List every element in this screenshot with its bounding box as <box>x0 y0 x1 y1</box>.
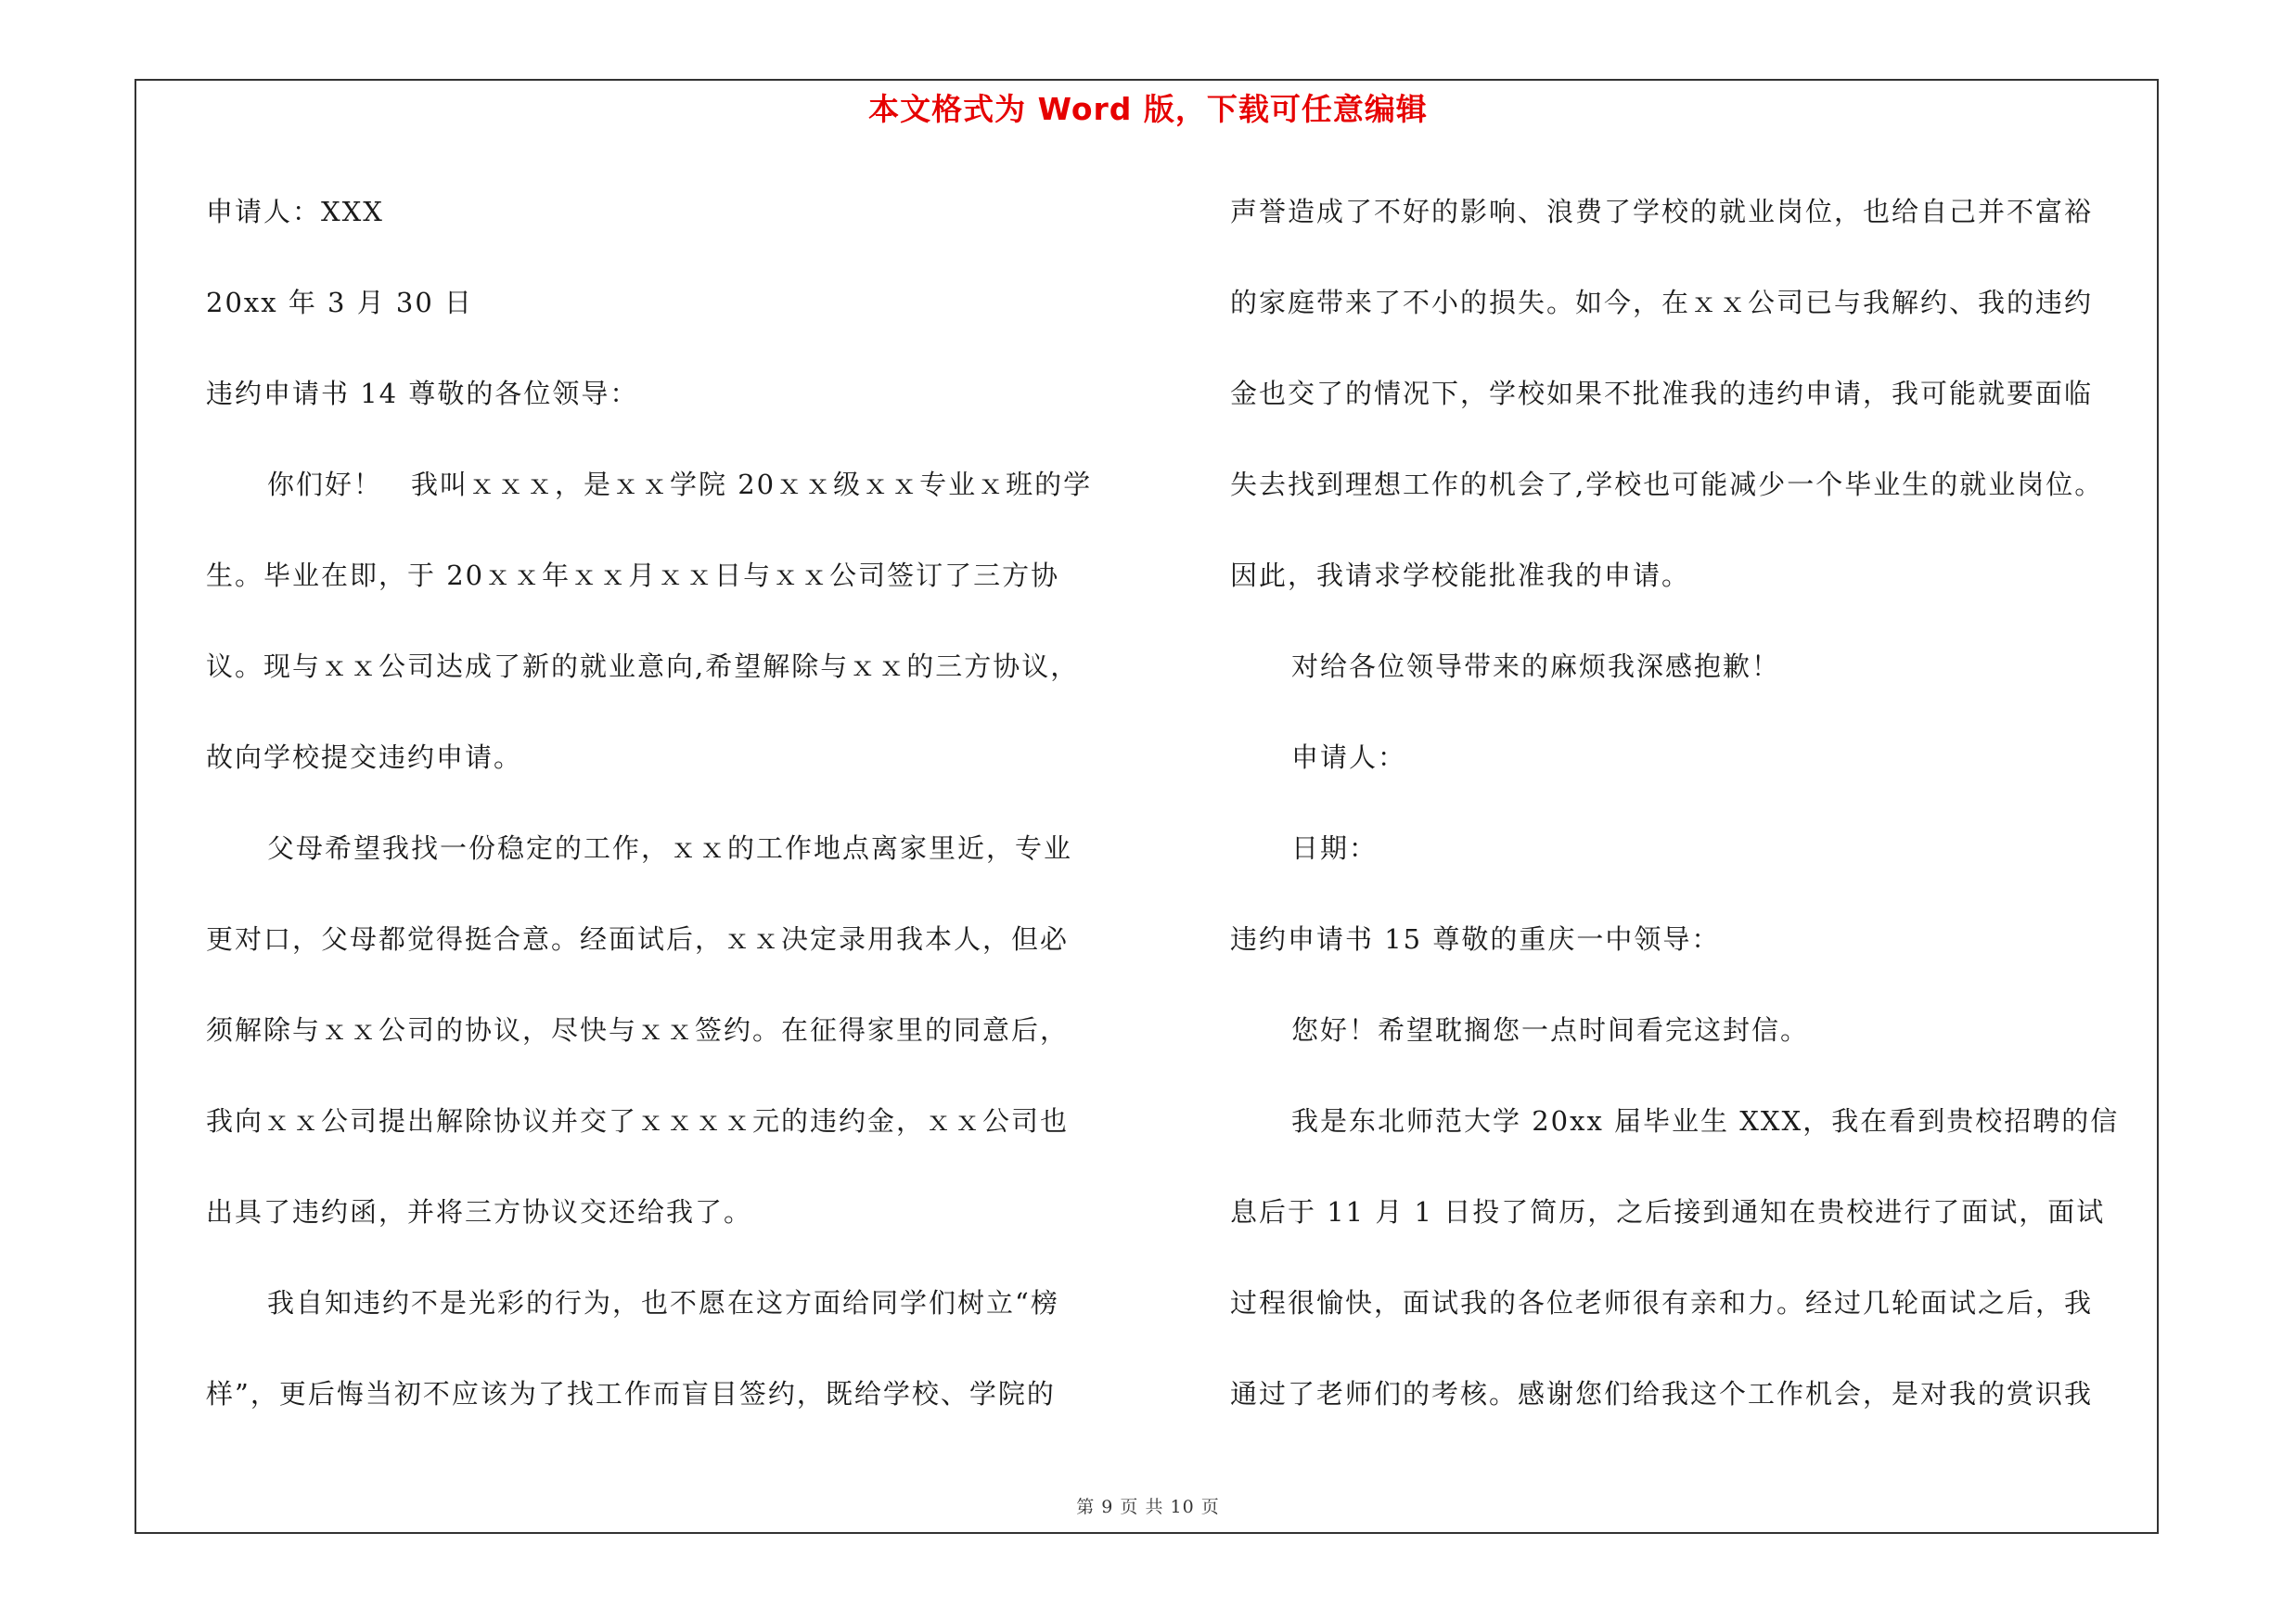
text-line: 议。现与ｘｘ公司达成了新的就业意向,希望解除与ｘｘ的三方协议， <box>206 650 1080 682</box>
text-line: 更对口，父母都觉得挺合意。经面试后，ｘｘ决定录用我本人，但必 <box>206 923 1070 955</box>
text-line: 声誉造成了不好的影响、浪费了学校的就业岗位，也给自己并不富裕 <box>1230 196 2094 227</box>
text-line: 息后于 11 月 1 日投了简历，之后接到通知在贵校进行了面试，面试 <box>1230 1196 2106 1228</box>
text-line: 违约申请书 15 尊敬的重庆一中领导： <box>1230 923 1721 955</box>
text-line: 你们好！ 我叫ｘｘｘ，是ｘｘ学院 20ｘｘ级ｘｘ专业ｘ班的学 <box>267 469 1093 500</box>
text-line: 日期： <box>1291 832 1379 864</box>
text-line: 我自知违约不是光彩的行为，也不愿在这方面给同学们树立“榜 <box>267 1287 1059 1319</box>
right-column <box>1230 184 2161 1457</box>
text-line: 金也交了的情况下，学校如果不批准我的违约申请，我可能就要面临 <box>1230 378 2094 409</box>
page-number-footer: 第 9 页 共 10 页 <box>1076 1497 1220 1517</box>
left-column <box>206 184 1145 1457</box>
text-line: 通过了老师们的考核。感谢您们给我这个工作机会，是对我的赏识我 <box>1230 1378 2094 1410</box>
text-line: 申请人：XXX <box>206 196 384 227</box>
text-line: 20xx 年 3 月 30 日 <box>206 287 474 318</box>
text-line: 生。毕业在即，于 20ｘｘ年ｘｘ月ｘｘ日与ｘｘ公司签订了三方协 <box>206 560 1060 591</box>
text-line: 我向ｘｘ公司提出解除协议并交了ｘｘｘｘ元的违约金，ｘｘ公司也 <box>206 1105 1070 1137</box>
text-line: 父母希望我找一份稳定的工作，ｘｘ的工作地点离家里近，专业 <box>267 832 1073 864</box>
text-line: 申请人： <box>1291 741 1407 773</box>
text-line: 故向学校提交违约申请。 <box>206 741 523 773</box>
text-line: 失去找到理想工作的机会了,学校也可能减少一个毕业生的就业岗位。 <box>1230 469 2104 500</box>
text-line: 您好！希望耽搁您一点时间看完这封信。 <box>1291 1014 1810 1046</box>
text-line: 过程很愉快，面试我的各位老师很有亲和力。经过几轮面试之后，我 <box>1230 1287 2094 1319</box>
text-line: 的家庭带来了不小的损失。如今，在ｘｘ公司已与我解约、我的违约 <box>1230 287 2094 318</box>
text-line: 违约申请书 14 尊敬的各位领导： <box>206 378 639 409</box>
text-line: 因此，我请求学校能批准我的申请。 <box>1230 560 1691 591</box>
format-notice-banner: 本文格式为 Word 版，下载可任意编辑 <box>868 91 1428 127</box>
text-line: 样”，更后悔当初不应该为了找工作而盲目签约，既给学校、学院的 <box>206 1378 1056 1410</box>
text-line: 对给各位领导带来的麻烦我深感抱歉！ <box>1291 650 1781 682</box>
text-line: 出具了违约函，并将三方协议交还给我了。 <box>206 1196 753 1228</box>
text-line: 我是东北师范大学 20xx 届毕业生 XXX，我在看到贵校招聘的信 <box>1291 1105 2120 1137</box>
text-line: 须解除与ｘｘ公司的协议，尽快与ｘｘ签约。在征得家里的同意后， <box>206 1014 1070 1046</box>
